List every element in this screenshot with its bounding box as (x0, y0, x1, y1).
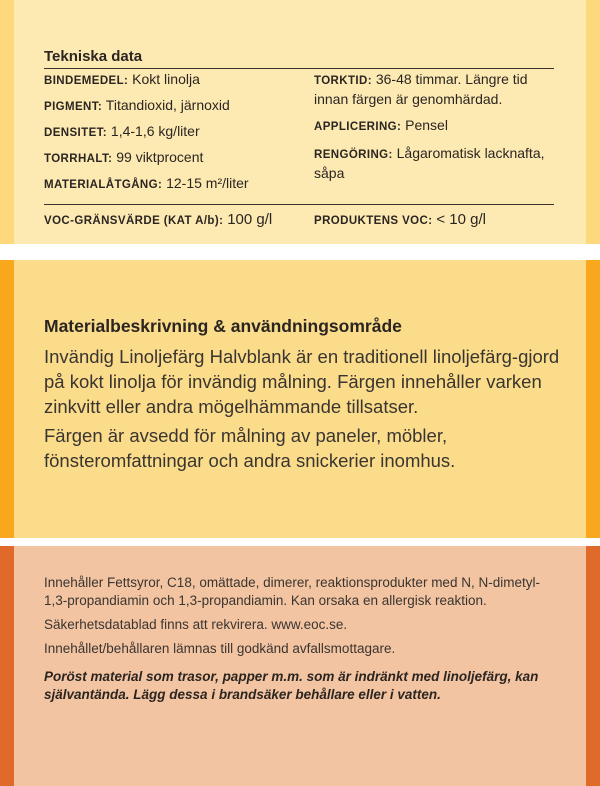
spec-label: APPLICERING: (314, 121, 402, 133)
spec-value: Pensel (405, 117, 448, 133)
spec-value: 99 viktprocent (116, 149, 204, 165)
description-paragraph: Invändig Linoljefärg Halvblank är en traditionell linoljefärg-gjord på kokt linolja för invändig målning. Färgen innehåller varken zinkvitt eller andra mögelhämmande tillsatser. (44, 346, 560, 417)
spec-row-binder (44, 70, 306, 90)
spec-value: 1,4-1,6 kg/liter (110, 123, 200, 139)
spec-value: 36-48 timmar. Längre tid innan färgen är genomhärdad. (314, 71, 528, 107)
description-title: Materialbeskrivning & användningsområde (44, 316, 402, 336)
voc-product-value: < 10 g/l (436, 211, 486, 228)
warning-body (44, 574, 559, 710)
spec-value: 12-15 m²/liter (166, 175, 249, 191)
voc-limit-label: VOC-GRÄNSVÄRDE (KAT A/b): (44, 215, 224, 227)
spec-label: TORKTID: (314, 75, 372, 87)
spec-value: Kokt linolja (132, 71, 200, 87)
spec-row-dry-content (44, 148, 306, 168)
warning-paragraph: Säkerhetsdatablad finns att rekvirera. www.eoc.se. (44, 617, 348, 632)
spec-label: RENGÖRING: (314, 149, 393, 161)
spec-row-coverage (44, 174, 306, 194)
spec-label: DENSITET: (44, 127, 108, 139)
warning-paragraph: Innehållet/behållaren lämnas till godkänd avfallsmottagare. (44, 641, 396, 656)
voc-limit-value: 100 g/l (227, 211, 273, 228)
spec-row-cleaning (314, 144, 560, 182)
top-divider (44, 68, 554, 69)
spec-value: Titandioxid, järnoxid (105, 97, 230, 113)
voc-product-label: PRODUKTENS VOC: (314, 215, 433, 227)
technical-data-title: Tekniska data (44, 48, 143, 65)
spec-value: Lågaromatisk lacknafta, såpa (314, 145, 545, 181)
description-paragraph: Färgen är avsedd för målning av paneler, möbler, fönsteromfattningar och andra snickerier inomhus. (44, 425, 456, 471)
tech-left-column (44, 70, 306, 200)
spec-row-density (44, 122, 306, 142)
spec-row-drying-time (314, 70, 560, 108)
spec-label: BINDEMEDEL: (44, 75, 129, 87)
voc-limit (44, 210, 272, 230)
spec-label: MATERIALÅTGÅNG: (44, 179, 163, 191)
tech-right-column (314, 70, 560, 190)
spec-row-application (314, 116, 560, 136)
voc-product (314, 210, 486, 230)
warning-paragraph: Innehåller Fettsyror, C18, omättade, dimerer, reaktionsprodukter med N, N-dimetyl-1,3-propandiamin och 1,3-propandiamin. Kan orsaka en allergisk reaktion. (44, 575, 540, 608)
description-body (44, 344, 564, 477)
spec-row-pigment (44, 96, 306, 116)
voc-divider (44, 204, 554, 205)
spec-label: PIGMENT: (44, 101, 103, 113)
fire-warning-note: Poröst material som trasor, papper m.m. som är indränkt med linoljefärg, kan självantända. Lägg dessa i brandsäker behållare eller i vatten. (44, 669, 539, 702)
spec-label: TORRHALT: (44, 153, 113, 165)
